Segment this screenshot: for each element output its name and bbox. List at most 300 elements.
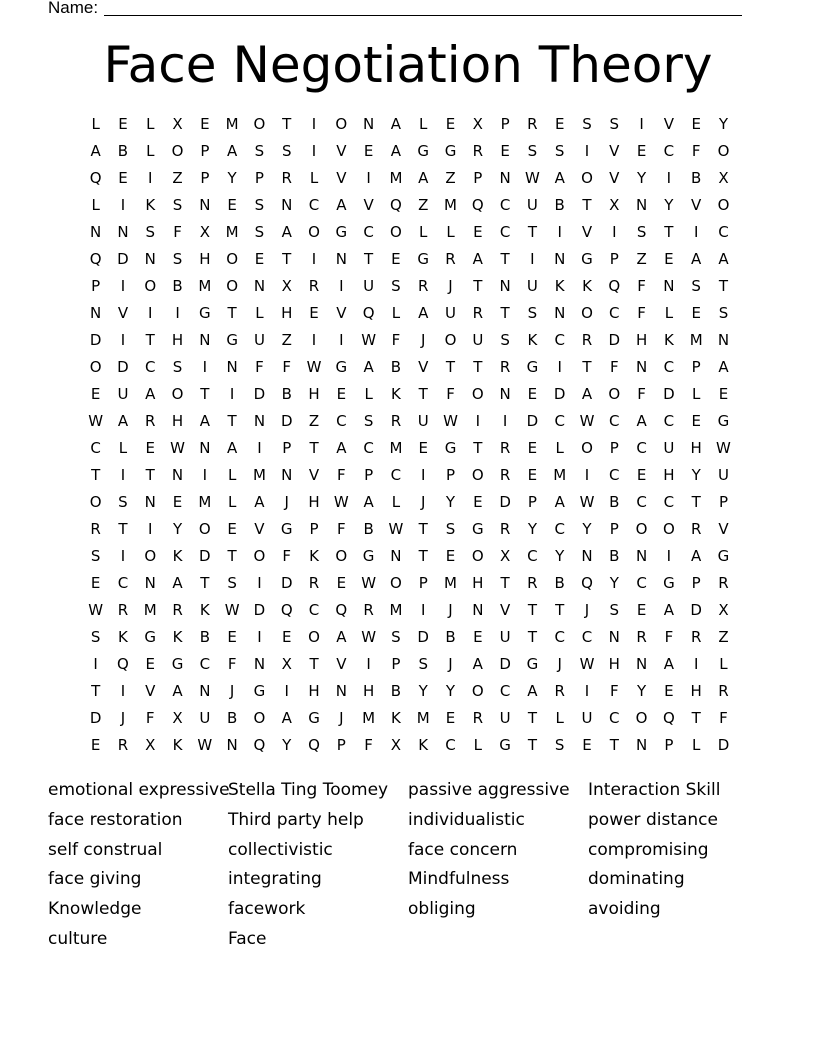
grid-cell[interactable]: A bbox=[281, 223, 292, 241]
grid-cell[interactable]: R bbox=[499, 520, 511, 538]
grid-cell[interactable]: U bbox=[499, 628, 511, 646]
grid-cell[interactable]: N bbox=[581, 547, 593, 565]
grid-cell[interactable]: N bbox=[253, 412, 266, 430]
grid-cell[interactable]: Y bbox=[664, 196, 674, 214]
grid-cell[interactable]: N bbox=[253, 655, 266, 673]
grid-cell[interactable]: G bbox=[581, 250, 593, 268]
grid-cell[interactable]: I bbox=[120, 682, 126, 700]
grid-cell[interactable]: Z bbox=[281, 331, 292, 349]
grid-cell[interactable]: M bbox=[389, 169, 403, 187]
grid-cell[interactable]: F bbox=[719, 709, 728, 727]
grid-cell[interactable]: B bbox=[554, 574, 565, 592]
grid-cell[interactable]: B bbox=[609, 547, 620, 565]
grid-cell[interactable]: T bbox=[555, 601, 565, 619]
grid-cell[interactable]: N bbox=[199, 196, 211, 214]
grid-cell[interactable]: R bbox=[90, 520, 101, 538]
grid-cell[interactable]: A bbox=[718, 250, 729, 268]
grid-cell[interactable]: L bbox=[692, 385, 701, 403]
grid-cell[interactable]: Q bbox=[280, 601, 293, 619]
grid-cell[interactable]: W bbox=[306, 358, 322, 376]
grid-cell[interactable]: N bbox=[499, 385, 511, 403]
grid-cell[interactable]: D bbox=[663, 385, 675, 403]
grid-cell[interactable]: N bbox=[171, 466, 184, 484]
grid-cell[interactable]: E bbox=[718, 385, 729, 403]
grid-cell[interactable]: Q bbox=[662, 709, 675, 727]
grid-cell[interactable]: T bbox=[200, 385, 210, 403]
grid-cell[interactable]: Y bbox=[172, 520, 183, 538]
grid-cell[interactable]: N bbox=[117, 223, 129, 241]
grid-cell[interactable]: A bbox=[363, 358, 374, 376]
grid-cell[interactable]: F bbox=[227, 655, 237, 673]
grid-cell[interactable]: Y bbox=[582, 520, 592, 538]
grid-cell[interactable]: F bbox=[691, 142, 701, 160]
grid-cell[interactable]: V bbox=[145, 682, 156, 700]
grid-cell[interactable]: Q bbox=[390, 196, 402, 214]
grid-cell[interactable]: U bbox=[499, 709, 511, 727]
grid-cell[interactable]: Q bbox=[89, 169, 102, 187]
grid-cell[interactable]: P bbox=[664, 736, 674, 754]
grid-cell[interactable]: H bbox=[199, 250, 211, 268]
grid-cell[interactable]: N bbox=[253, 277, 266, 295]
grid-cell[interactable]: L bbox=[419, 223, 428, 241]
grid-cell[interactable]: C bbox=[499, 223, 511, 241]
grid-cell[interactable]: H bbox=[171, 331, 184, 349]
grid-cell[interactable]: H bbox=[690, 682, 702, 700]
grid-cell[interactable]: S bbox=[172, 250, 183, 268]
grid-cell[interactable]: O bbox=[335, 115, 348, 133]
grid-cell[interactable]: C bbox=[609, 412, 620, 430]
grid-cell[interactable]: K bbox=[390, 709, 401, 727]
grid-cell[interactable]: D bbox=[499, 655, 511, 673]
grid-cell[interactable]: S bbox=[718, 304, 729, 322]
grid-cell[interactable]: T bbox=[445, 358, 456, 376]
grid-cell[interactable]: E bbox=[418, 439, 428, 457]
grid-cell[interactable]: X bbox=[499, 547, 511, 565]
grid-cell[interactable]: R bbox=[527, 574, 538, 592]
grid-cell[interactable]: S bbox=[254, 196, 265, 214]
grid-cell[interactable]: N bbox=[226, 736, 238, 754]
grid-cell[interactable]: Z bbox=[418, 196, 429, 214]
grid-cell[interactable]: V bbox=[336, 169, 347, 187]
grid-cell[interactable]: F bbox=[609, 358, 619, 376]
grid-cell[interactable]: X bbox=[390, 736, 402, 754]
grid-cell[interactable]: Q bbox=[89, 250, 102, 268]
grid-cell[interactable]: L bbox=[91, 115, 100, 133]
grid-cell[interactable]: N bbox=[281, 196, 293, 214]
grid-cell[interactable]: I bbox=[584, 682, 590, 700]
grid-cell[interactable]: X bbox=[172, 115, 183, 133]
grid-cell[interactable]: V bbox=[609, 169, 620, 187]
grid-cell[interactable]: W bbox=[443, 412, 458, 430]
grid-cell[interactable]: O bbox=[89, 358, 102, 376]
grid-cell[interactable]: K bbox=[172, 628, 183, 646]
grid-cell[interactable]: C bbox=[527, 547, 538, 565]
grid-cell[interactable]: I bbox=[120, 331, 126, 349]
grid-cell[interactable]: G bbox=[362, 547, 375, 565]
grid-cell[interactable]: I bbox=[557, 358, 562, 376]
grid-cell[interactable]: P bbox=[391, 655, 401, 673]
grid-cell[interactable]: V bbox=[663, 115, 675, 133]
grid-cell[interactable]: S bbox=[254, 142, 265, 160]
grid-cell[interactable]: K bbox=[118, 628, 128, 646]
grid-cell[interactable]: G bbox=[335, 358, 348, 376]
grid-cell[interactable]: I bbox=[120, 196, 126, 214]
grid-cell[interactable]: A bbox=[663, 655, 675, 673]
grid-cell[interactable]: A bbox=[336, 196, 347, 214]
grid-cell[interactable]: V bbox=[308, 466, 320, 484]
grid-cell[interactable]: P bbox=[609, 250, 619, 268]
grid-cell[interactable]: R bbox=[472, 709, 484, 727]
grid-cell[interactable]: S bbox=[391, 277, 401, 295]
grid-cell[interactable]: T bbox=[664, 223, 674, 241]
grid-cell[interactable]: I bbox=[693, 655, 699, 673]
grid-cell[interactable]: R bbox=[499, 466, 511, 484]
grid-cell[interactable]: Q bbox=[117, 655, 129, 673]
grid-cell[interactable]: S bbox=[281, 142, 292, 160]
grid-cell[interactable]: N bbox=[363, 115, 375, 133]
grid-cell[interactable]: O bbox=[717, 196, 730, 214]
grid-cell[interactable]: R bbox=[445, 250, 456, 268]
grid-cell[interactable]: J bbox=[448, 655, 453, 673]
grid-cell[interactable]: D bbox=[280, 574, 293, 592]
grid-cell[interactable]: F bbox=[337, 520, 346, 538]
grid-cell[interactable]: I bbox=[420, 601, 426, 619]
grid-cell[interactable]: E bbox=[691, 115, 701, 133]
grid-cell[interactable]: S bbox=[418, 655, 428, 673]
grid-cell[interactable]: S bbox=[363, 412, 374, 430]
grid-cell[interactable]: I bbox=[639, 115, 644, 133]
grid-cell[interactable]: S bbox=[527, 304, 538, 322]
grid-cell[interactable]: T bbox=[282, 115, 292, 133]
grid-cell[interactable]: R bbox=[472, 304, 484, 322]
grid-cell[interactable]: E bbox=[445, 547, 456, 565]
grid-cell[interactable]: G bbox=[280, 520, 293, 538]
grid-cell[interactable]: Z bbox=[445, 169, 456, 187]
grid-cell[interactable]: T bbox=[91, 682, 101, 700]
grid-cell[interactable]: G bbox=[471, 520, 484, 538]
grid-cell[interactable]: O bbox=[308, 628, 320, 646]
grid-cell[interactable]: V bbox=[581, 223, 593, 241]
grid-cell[interactable]: E bbox=[90, 385, 101, 403]
grid-cell[interactable]: V bbox=[418, 358, 429, 376]
grid-cell[interactable]: H bbox=[690, 439, 702, 457]
grid-cell[interactable]: T bbox=[118, 520, 128, 538]
grid-cell[interactable]: O bbox=[471, 385, 484, 403]
grid-cell[interactable]: C bbox=[445, 736, 456, 754]
grid-cell[interactable]: W bbox=[197, 736, 213, 754]
grid-cell[interactable]: Q bbox=[471, 196, 484, 214]
grid-cell[interactable]: N bbox=[554, 250, 566, 268]
grid-cell[interactable]: O bbox=[390, 223, 402, 241]
grid-cell[interactable]: M bbox=[444, 196, 457, 214]
grid-cell[interactable]: E bbox=[336, 385, 347, 403]
grid-cell[interactable]: R bbox=[390, 412, 402, 430]
grid-cell[interactable]: O bbox=[308, 223, 320, 241]
grid-cell[interactable]: E bbox=[200, 115, 210, 133]
grid-cell[interactable]: E bbox=[691, 304, 701, 322]
grid-cell[interactable]: O bbox=[253, 547, 266, 565]
grid-cell[interactable]: E bbox=[363, 142, 374, 160]
grid-cell[interactable]: J bbox=[448, 601, 453, 619]
grid-cell[interactable]: D bbox=[717, 736, 730, 754]
grid-cell[interactable]: I bbox=[557, 223, 562, 241]
grid-cell[interactable]: Y bbox=[609, 574, 619, 592]
grid-cell[interactable]: J bbox=[420, 493, 426, 511]
grid-cell[interactable]: N bbox=[335, 250, 347, 268]
grid-cell[interactable]: X bbox=[281, 655, 292, 673]
grid-cell[interactable]: B bbox=[554, 196, 565, 214]
grid-cell[interactable]: T bbox=[473, 439, 483, 457]
grid-cell[interactable]: I bbox=[175, 304, 180, 322]
grid-cell[interactable]: Q bbox=[335, 601, 348, 619]
grid-cell[interactable]: K bbox=[145, 196, 156, 214]
grid-cell[interactable]: O bbox=[171, 385, 184, 403]
grid-cell[interactable]: W bbox=[361, 628, 377, 646]
grid-cell[interactable]: N bbox=[635, 736, 648, 754]
grid-cell[interactable]: T bbox=[473, 358, 483, 376]
grid-cell[interactable]: D bbox=[608, 331, 621, 349]
grid-cell[interactable]: B bbox=[609, 493, 620, 511]
grid-cell[interactable]: A bbox=[390, 115, 402, 133]
grid-cell[interactable]: I bbox=[339, 277, 344, 295]
grid-cell[interactable]: N bbox=[472, 601, 484, 619]
grid-cell[interactable]: T bbox=[582, 358, 592, 376]
grid-cell[interactable]: Y bbox=[637, 682, 647, 700]
grid-cell[interactable]: E bbox=[391, 250, 401, 268]
grid-cell[interactable]: X bbox=[609, 196, 620, 214]
grid-cell[interactable]: G bbox=[199, 304, 211, 322]
grid-cell[interactable]: L bbox=[555, 439, 564, 457]
grid-cell[interactable]: C bbox=[499, 682, 511, 700]
grid-cell[interactable]: A bbox=[90, 142, 101, 160]
grid-cell[interactable]: T bbox=[200, 574, 210, 592]
grid-cell[interactable]: I bbox=[257, 439, 262, 457]
grid-cell[interactable]: O bbox=[471, 547, 484, 565]
grid-cell[interactable]: X bbox=[281, 277, 292, 295]
grid-cell[interactable]: L bbox=[419, 115, 428, 133]
grid-cell[interactable]: O bbox=[89, 493, 102, 511]
grid-cell[interactable]: W bbox=[361, 331, 377, 349]
grid-cell[interactable]: L bbox=[309, 169, 319, 187]
grid-cell[interactable]: I bbox=[475, 412, 481, 430]
grid-cell[interactable]: J bbox=[584, 601, 590, 619]
grid-cell[interactable]: P bbox=[91, 277, 101, 295]
grid-cell[interactable]: A bbox=[199, 412, 210, 430]
grid-cell[interactable]: O bbox=[444, 331, 457, 349]
grid-cell[interactable]: R bbox=[281, 169, 292, 187]
grid-cell[interactable]: O bbox=[144, 277, 157, 295]
grid-cell[interactable]: F bbox=[637, 385, 646, 403]
grid-cell[interactable]: B bbox=[117, 142, 129, 160]
grid-cell[interactable]: T bbox=[227, 304, 237, 322]
grid-cell[interactable]: R bbox=[690, 628, 702, 646]
grid-cell[interactable]: S bbox=[90, 547, 101, 565]
grid-cell[interactable]: C bbox=[554, 520, 565, 538]
grid-cell[interactable]: N bbox=[608, 628, 620, 646]
grid-cell[interactable]: M bbox=[389, 439, 403, 457]
grid-cell[interactable]: G bbox=[717, 547, 730, 565]
grid-cell[interactable]: L bbox=[227, 493, 237, 511]
grid-cell[interactable]: E bbox=[473, 493, 483, 511]
grid-cell[interactable]: E bbox=[90, 574, 101, 592]
grid-cell[interactable]: O bbox=[662, 520, 675, 538]
grid-cell[interactable]: E bbox=[145, 655, 155, 673]
grid-cell[interactable]: I bbox=[311, 331, 317, 349]
grid-cell[interactable]: C bbox=[636, 493, 647, 511]
grid-cell[interactable]: E bbox=[664, 250, 674, 268]
grid-cell[interactable]: M bbox=[389, 601, 403, 619]
grid-cell[interactable]: E bbox=[636, 601, 647, 619]
grid-cell[interactable]: Y bbox=[691, 466, 701, 484]
grid-cell[interactable]: W bbox=[88, 601, 104, 619]
grid-cell[interactable]: C bbox=[145, 358, 156, 376]
grid-cell[interactable]: T bbox=[718, 277, 729, 295]
grid-cell[interactable]: V bbox=[117, 304, 129, 322]
grid-cell[interactable]: S bbox=[691, 277, 701, 295]
grid-cell[interactable]: S bbox=[554, 736, 565, 754]
grid-cell[interactable]: G bbox=[444, 439, 457, 457]
grid-cell[interactable]: T bbox=[282, 250, 292, 268]
grid-cell[interactable]: K bbox=[663, 331, 674, 349]
grid-cell[interactable]: U bbox=[253, 331, 265, 349]
grid-cell[interactable]: F bbox=[282, 547, 292, 565]
grid-cell[interactable]: F bbox=[364, 736, 373, 754]
grid-cell[interactable]: J bbox=[120, 709, 126, 727]
grid-cell[interactable]: I bbox=[311, 250, 317, 268]
grid-cell[interactable]: Q bbox=[362, 304, 375, 322]
grid-cell[interactable]: P bbox=[500, 115, 510, 133]
grid-cell[interactable]: O bbox=[581, 169, 593, 187]
grid-cell[interactable]: Y bbox=[445, 682, 456, 700]
grid-cell[interactable]: T bbox=[418, 385, 428, 403]
grid-cell[interactable]: W bbox=[524, 169, 540, 187]
grid-cell[interactable]: C bbox=[554, 628, 565, 646]
grid-cell[interactable]: T bbox=[309, 655, 319, 673]
grid-cell[interactable]: T bbox=[418, 520, 428, 538]
grid-cell[interactable]: I bbox=[257, 628, 262, 646]
grid-cell[interactable]: C bbox=[718, 223, 729, 241]
grid-cell[interactable]: R bbox=[527, 115, 538, 133]
grid-cell[interactable]: T bbox=[527, 601, 537, 619]
grid-cell[interactable]: S bbox=[445, 520, 456, 538]
grid-cell[interactable]: U bbox=[526, 196, 538, 214]
grid-cell[interactable]: I bbox=[502, 412, 508, 430]
grid-cell[interactable]: I bbox=[120, 277, 126, 295]
grid-cell[interactable]: C bbox=[663, 142, 675, 160]
grid-cell[interactable]: R bbox=[172, 601, 183, 619]
grid-cell[interactable]: X bbox=[172, 709, 183, 727]
grid-cell[interactable]: W bbox=[579, 493, 595, 511]
grid-cell[interactable]: O bbox=[635, 709, 648, 727]
grid-cell[interactable]: V bbox=[336, 655, 347, 673]
grid-cell[interactable]: E bbox=[227, 196, 237, 214]
grid-cell[interactable]: V bbox=[336, 304, 347, 322]
grid-cell[interactable]: R bbox=[308, 277, 320, 295]
grid-cell[interactable]: I bbox=[93, 655, 98, 673]
grid-cell[interactable]: P bbox=[473, 169, 483, 187]
grid-cell[interactable]: P bbox=[718, 493, 728, 511]
grid-cell[interactable]: R bbox=[117, 736, 129, 754]
grid-cell[interactable]: S bbox=[554, 142, 565, 160]
grid-cell[interactable]: S bbox=[90, 628, 101, 646]
grid-cell[interactable]: Q bbox=[253, 736, 266, 754]
grid-cell[interactable]: P bbox=[418, 574, 428, 592]
grid-cell[interactable]: B bbox=[281, 385, 292, 403]
grid-cell[interactable]: R bbox=[636, 628, 647, 646]
grid-cell[interactable]: T bbox=[227, 547, 237, 565]
grid-cell[interactable]: D bbox=[199, 547, 211, 565]
grid-cell[interactable]: X bbox=[472, 115, 483, 133]
grid-cell[interactable]: K bbox=[390, 385, 401, 403]
grid-cell[interactable]: N bbox=[144, 574, 156, 592]
grid-cell[interactable]: S bbox=[609, 115, 620, 133]
grid-cell[interactable]: A bbox=[691, 250, 702, 268]
grid-cell[interactable]: T bbox=[145, 331, 155, 349]
grid-cell[interactable]: T bbox=[227, 412, 237, 430]
grid-cell[interactable]: S bbox=[391, 628, 401, 646]
grid-cell[interactable]: T bbox=[500, 304, 510, 322]
grid-cell[interactable]: M bbox=[225, 115, 239, 133]
grid-cell[interactable]: F bbox=[637, 277, 646, 295]
grid-cell[interactable]: Z bbox=[636, 250, 647, 268]
grid-cell[interactable]: I bbox=[148, 169, 153, 187]
grid-cell[interactable]: K bbox=[554, 277, 565, 295]
grid-cell[interactable]: A bbox=[117, 412, 129, 430]
grid-cell[interactable]: E bbox=[254, 250, 265, 268]
grid-cell[interactable]: N bbox=[554, 304, 566, 322]
grid-cell[interactable]: R bbox=[417, 277, 429, 295]
grid-cell[interactable]: G bbox=[717, 412, 730, 430]
grid-cell[interactable]: H bbox=[608, 655, 620, 673]
grid-cell[interactable]: E bbox=[500, 142, 510, 160]
grid-cell[interactable]: S bbox=[118, 493, 128, 511]
grid-cell[interactable]: V bbox=[609, 142, 620, 160]
grid-cell[interactable]: L bbox=[692, 736, 701, 754]
grid-cell[interactable]: T bbox=[691, 709, 701, 727]
grid-cell[interactable]: I bbox=[229, 385, 235, 403]
grid-cell[interactable]: E bbox=[309, 304, 319, 322]
grid-cell[interactable]: U bbox=[581, 709, 593, 727]
grid-cell[interactable]: I bbox=[612, 223, 617, 241]
grid-cell[interactable]: S bbox=[227, 574, 237, 592]
grid-cell[interactable]: D bbox=[253, 385, 266, 403]
grid-cell[interactable]: P bbox=[445, 466, 456, 484]
grid-cell[interactable]: J bbox=[284, 493, 289, 511]
grid-cell[interactable]: N bbox=[717, 331, 730, 349]
grid-cell[interactable]: E bbox=[172, 493, 183, 511]
grid-cell[interactable]: D bbox=[89, 331, 102, 349]
grid-cell[interactable]: Y bbox=[555, 547, 565, 565]
grid-cell[interactable]: L bbox=[473, 736, 482, 754]
grid-cell[interactable]: S bbox=[636, 223, 647, 241]
grid-cell[interactable]: T bbox=[418, 547, 428, 565]
grid-cell[interactable]: S bbox=[500, 331, 510, 349]
grid-cell[interactable]: C bbox=[117, 574, 129, 592]
grid-cell[interactable]: F bbox=[145, 709, 155, 727]
grid-cell[interactable]: O bbox=[390, 574, 402, 592]
grid-cell[interactable]: X bbox=[718, 601, 729, 619]
grid-cell[interactable]: F bbox=[609, 682, 619, 700]
grid-cell[interactable]: I bbox=[366, 655, 371, 673]
grid-cell[interactable]: D bbox=[690, 601, 702, 619]
grid-cell[interactable]: U bbox=[117, 385, 129, 403]
grid-cell[interactable]: C bbox=[336, 412, 347, 430]
grid-cell[interactable]: P bbox=[364, 466, 374, 484]
grid-cell[interactable]: R bbox=[117, 601, 129, 619]
grid-cell[interactable]: R bbox=[718, 682, 729, 700]
grid-cell[interactable]: Z bbox=[718, 628, 729, 646]
grid-cell[interactable]: G bbox=[308, 709, 320, 727]
